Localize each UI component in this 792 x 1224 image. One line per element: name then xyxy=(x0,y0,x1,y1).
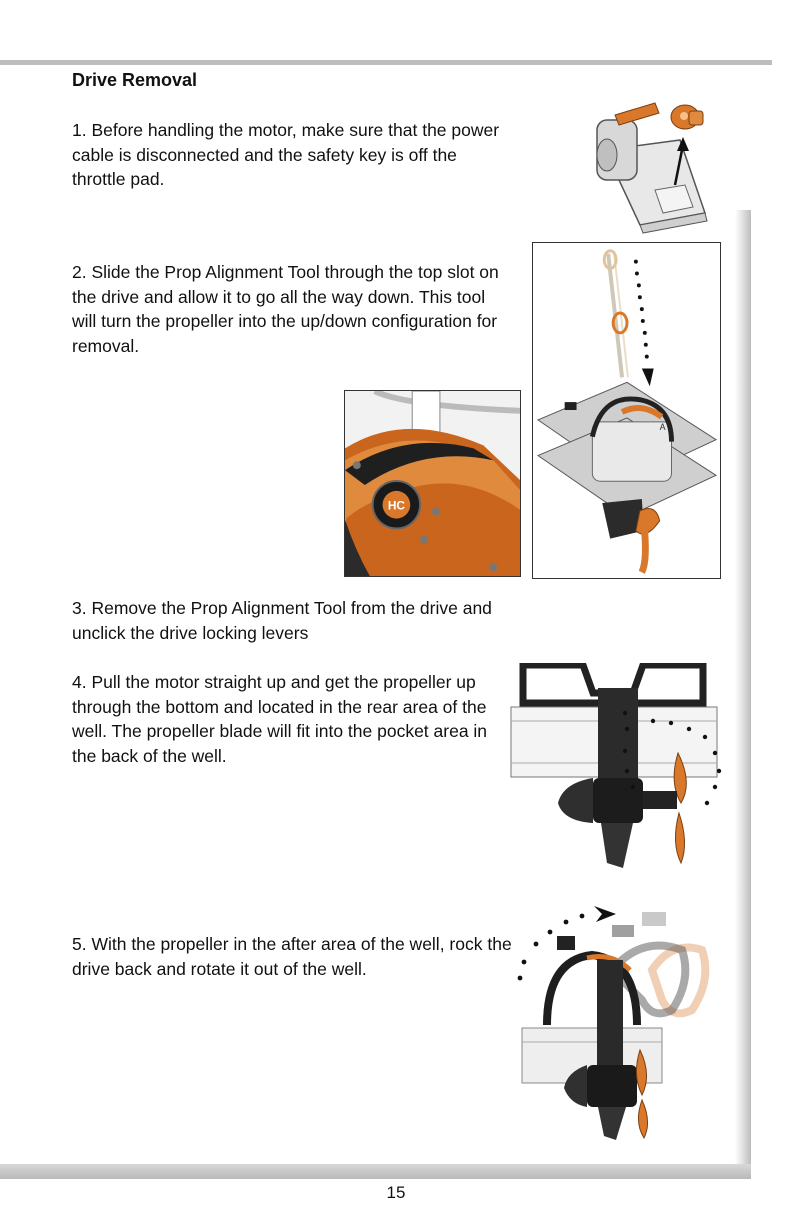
side-bar xyxy=(735,210,751,1178)
page-number: 15 xyxy=(386,1183,406,1202)
bottom-bar xyxy=(0,1164,751,1179)
step-1-text: 1. Before handling the motor, make sure that the power cable is disconnected and the safety key is off the throttle pad. xyxy=(72,120,500,189)
safety-key-figure xyxy=(585,95,715,235)
logo-badge-text: HC xyxy=(387,498,405,513)
step-3-text: 3. Remove the Prop Alignment Tool from the drive and unclick the drive locking levers xyxy=(72,598,492,643)
drive-closeup-figure xyxy=(344,390,521,577)
step-5-text: 5. With the propeller in the after area of the well, rock the drive back and rotate it out of the well. xyxy=(72,934,512,979)
callout-label: A xyxy=(659,421,666,432)
drive-rotate-out-figure xyxy=(512,900,734,1145)
motor-pull-up-figure xyxy=(503,663,728,873)
step-2-text: 2. Slide the Prop Alignment Tool through the top slot on the drive and allow it to go all the way down. This tool will turn the propeller into the up/down configuration for removal. xyxy=(72,262,499,356)
top-rule xyxy=(0,60,772,65)
section-title: Drive Removal xyxy=(72,70,198,90)
step-4-text: 4. Pull the motor straight up and get the propeller up through the bottom and located in the rear area of the well. The propeller blade will fit into the pocket area in the back of the well. xyxy=(72,672,488,766)
prop-alignment-tool-figure xyxy=(532,242,721,579)
